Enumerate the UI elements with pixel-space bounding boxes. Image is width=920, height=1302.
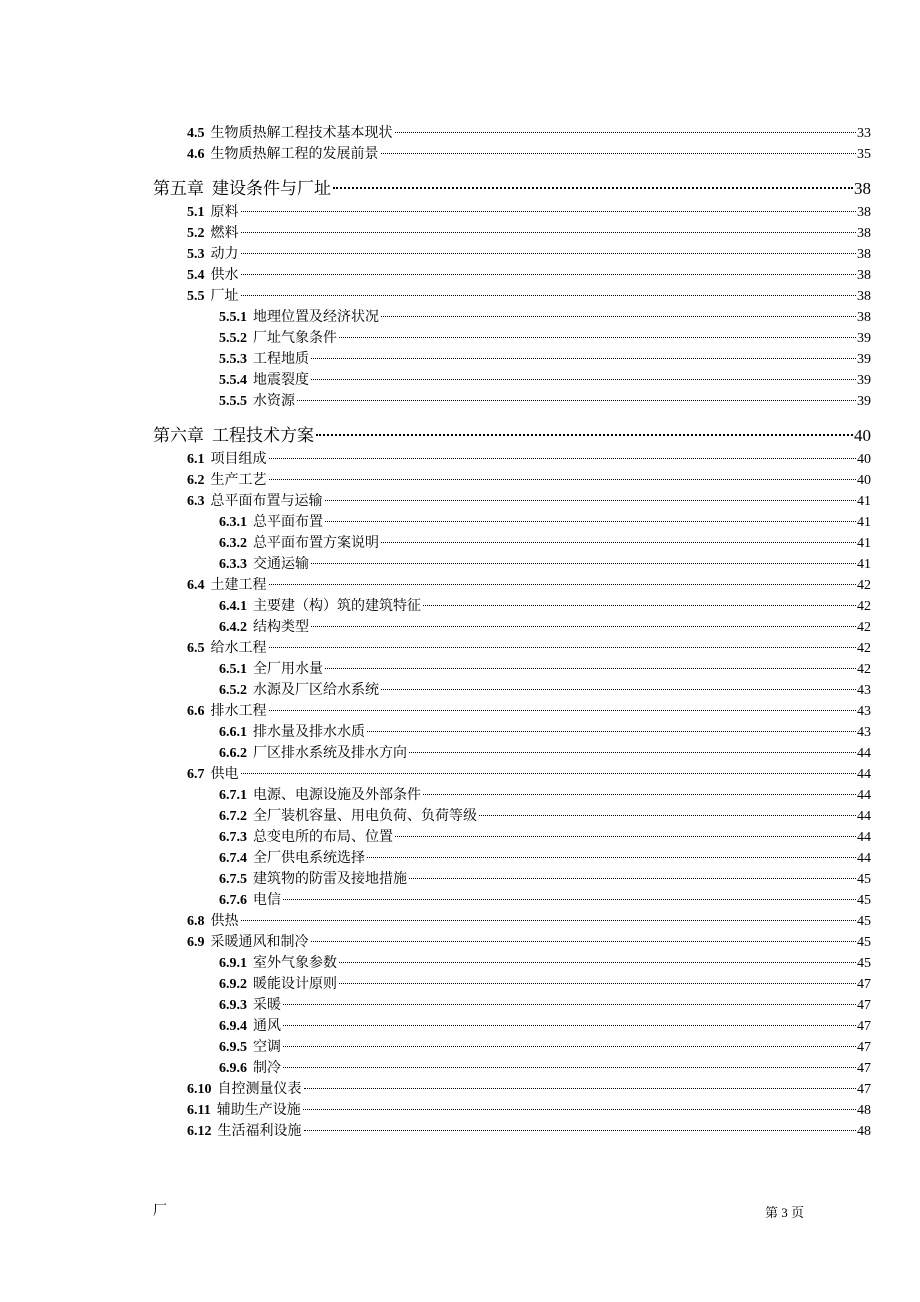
- toc-entry[interactable]: [153, 911, 871, 932]
- toc-entry-title: 水源及厂区给水系统: [253, 683, 379, 698]
- toc-entry-number: 6.2: [187, 473, 205, 488]
- toc-entry[interactable]: [153, 244, 871, 265]
- toc-entry[interactable]: [153, 764, 871, 785]
- toc-entry[interactable]: [153, 512, 871, 533]
- toc-entry-number: 4.6: [187, 147, 205, 162]
- toc-dot-leader: [423, 605, 856, 606]
- toc-entry-title: 厂址气象条件: [253, 331, 337, 346]
- toc-entry-page: 48: [857, 1103, 871, 1118]
- toc-entry-page: 47: [857, 1019, 871, 1034]
- toc-entry[interactable]: [153, 202, 871, 223]
- toc-entry[interactable]: [153, 554, 871, 575]
- toc-dot-leader: [269, 458, 857, 459]
- toc-entry-title: 辅助生产设施: [216, 1103, 301, 1118]
- toc-entry[interactable]: [153, 827, 871, 848]
- toc-entry-number: 5.5.3: [219, 352, 247, 367]
- toc-entry[interactable]: [153, 848, 871, 869]
- toc-entry-title: 全厂装机容量、用电负荷、负荷等级: [253, 809, 477, 824]
- toc-entry-number: 6.8: [187, 914, 205, 929]
- toc-dot-leader: [241, 253, 857, 254]
- toc-entry-number: 6.4.1: [219, 599, 247, 614]
- toc-entry-title: 通风: [253, 1019, 281, 1034]
- toc-entry-page: 41: [857, 536, 871, 551]
- toc-entry[interactable]: [153, 1121, 871, 1142]
- toc-entry-title: 生活福利设施: [217, 1124, 302, 1139]
- toc-entry-page: 45: [857, 935, 871, 950]
- toc-entry-number: 5.5: [187, 289, 205, 304]
- toc-entry-title: 全厂供电系统选择: [253, 851, 365, 866]
- toc-entry[interactable]: [153, 265, 871, 286]
- toc-entry-number: 第五章: [153, 179, 204, 198]
- toc-entry-page: 42: [857, 641, 871, 656]
- toc-entry[interactable]: [153, 391, 871, 412]
- toc-entry-title: 全厂用水量: [253, 662, 323, 677]
- toc-entry-number: 6.4.2: [219, 620, 247, 635]
- toc-entry-page: 38: [857, 310, 871, 325]
- toc-entry-number: 6.4: [187, 578, 205, 593]
- toc-entry[interactable]: [153, 617, 871, 638]
- toc-dot-leader: [367, 731, 856, 732]
- toc-entry[interactable]: [153, 123, 871, 144]
- toc-dot-leader: [241, 232, 857, 233]
- toc-entry[interactable]: [153, 1079, 871, 1100]
- toc-entry[interactable]: [153, 638, 871, 659]
- toc-entry[interactable]: [153, 869, 871, 890]
- toc-entry-page: 44: [857, 830, 871, 845]
- toc-dot-leader: [367, 857, 856, 858]
- toc-entry-title: 地理位置及经济状况: [253, 310, 379, 325]
- toc-entry-title: 燃料: [210, 226, 239, 241]
- toc-entry-page: 38: [857, 289, 871, 304]
- toc-dot-leader: [241, 920, 857, 921]
- toc-entry[interactable]: [153, 328, 871, 349]
- toc-entry[interactable]: [153, 1100, 871, 1121]
- toc-entry-number: 5.5.4: [219, 373, 247, 388]
- toc-entry-title: 总平面布置与运输: [210, 494, 323, 509]
- toc-chapter-entry[interactable]: [153, 422, 871, 449]
- toc-dot-leader: [283, 1046, 856, 1047]
- toc-entry-page: 44: [857, 788, 871, 803]
- toc-entry-title: 制冷: [253, 1061, 281, 1076]
- toc-entry[interactable]: [153, 349, 871, 370]
- toc-dot-leader: [283, 1067, 856, 1068]
- toc-entry-page: 42: [857, 662, 871, 677]
- toc-entry-title: 结构类型: [253, 620, 309, 635]
- toc-entry-number: 6.9: [187, 935, 205, 950]
- toc-entry[interactable]: [153, 659, 871, 680]
- toc-entry-title: 电源、电源设施及外部条件: [253, 788, 421, 803]
- toc-entry-page: 44: [857, 809, 871, 824]
- toc-entry-number: 6.11: [187, 1103, 211, 1118]
- toc-chapter-entry[interactable]: [153, 175, 871, 202]
- toc-entry-number: 6.7.5: [219, 872, 247, 887]
- toc-entry[interactable]: [153, 743, 871, 764]
- toc-entry-page: 39: [857, 373, 871, 388]
- toc-entry[interactable]: [153, 370, 871, 391]
- toc-dot-leader: [395, 836, 856, 837]
- toc-entry-page: 47: [857, 1082, 871, 1097]
- toc-entry-number: 6.7.3: [219, 830, 247, 845]
- toc-entry-title: 交通运输: [253, 557, 309, 572]
- toc-entry[interactable]: [153, 722, 871, 743]
- toc-entry-page: 43: [857, 704, 871, 719]
- toc-entry-number: 6.7.2: [219, 809, 247, 824]
- toc-entry-page: 48: [857, 1124, 871, 1139]
- toc-entry[interactable]: [153, 144, 871, 165]
- toc-entry-page: 40: [857, 473, 871, 488]
- toc-dot-leader: [381, 542, 856, 543]
- toc-entry[interactable]: [153, 470, 871, 491]
- toc-entry-page: 38: [857, 268, 871, 283]
- toc-entry[interactable]: [153, 953, 871, 974]
- toc-entry[interactable]: [153, 449, 871, 470]
- toc-entry-number: 6.3.1: [219, 515, 247, 530]
- toc-entry-title: 自控测量仪表: [217, 1082, 302, 1097]
- toc-entry-title: 电信: [253, 893, 281, 908]
- toc-entry-number: 6.9.4: [219, 1019, 247, 1034]
- toc-entry-title: 室外气象参数: [253, 956, 337, 971]
- toc-entry-page: 44: [857, 851, 871, 866]
- toc-entry-page: 38: [857, 247, 871, 262]
- toc-entry[interactable]: [153, 890, 871, 911]
- toc-entry-title: 厂区排水系统及排水方向: [253, 746, 407, 761]
- toc-entry-number: 6.9.2: [219, 977, 247, 992]
- toc-entry-title: 建筑物的防雷及接地措施: [253, 872, 407, 887]
- toc-dot-leader: [381, 316, 856, 317]
- toc-entry-number: 6.5.2: [219, 683, 247, 698]
- toc-entry-page: 41: [857, 557, 871, 572]
- toc-dot-leader: [339, 962, 856, 963]
- toc-entry-number: 6.12: [187, 1124, 212, 1139]
- toc-entry-title: 原料: [210, 205, 239, 220]
- toc-entry-number: 4.5: [187, 126, 205, 141]
- toc-entry-number: 6.7.6: [219, 893, 247, 908]
- toc-entry-page: 45: [857, 893, 871, 908]
- toc-dot-leader: [409, 878, 856, 879]
- toc-entry-page: 43: [857, 725, 871, 740]
- toc-entry-title: 总平面布置: [253, 515, 323, 530]
- toc-entry-number: 5.5.2: [219, 331, 247, 346]
- toc-dot-leader: [316, 434, 853, 436]
- toc-entry-title: 水资源: [253, 394, 295, 409]
- toc-entry-page: 33: [857, 126, 871, 141]
- toc-entry-page: 47: [857, 977, 871, 992]
- toc-entry-number: 6.9.5: [219, 1040, 247, 1055]
- toc-entry-number: 5.2: [187, 226, 205, 241]
- toc-dot-leader: [423, 794, 856, 795]
- toc-entry-number: 6.6.1: [219, 725, 247, 740]
- toc-entry-title: 暖能设计原则: [253, 977, 337, 992]
- toc-entry-title: 总变电所的布局、位置: [253, 830, 393, 845]
- toc-dot-leader: [311, 941, 857, 942]
- toc-entry-page: 47: [857, 998, 871, 1013]
- table-of-contents: [153, 123, 871, 1142]
- toc-dot-leader: [283, 1004, 856, 1005]
- toc-entry[interactable]: [153, 491, 871, 512]
- toc-dot-leader: [381, 689, 856, 690]
- toc-entry-number: 5.5.1: [219, 310, 247, 325]
- toc-entry[interactable]: [153, 596, 871, 617]
- toc-entry-number: 5.4: [187, 268, 205, 283]
- toc-entry[interactable]: [153, 286, 871, 307]
- toc-entry-title: 供水: [210, 268, 239, 283]
- toc-entry[interactable]: [153, 995, 871, 1016]
- toc-dot-leader: [241, 773, 857, 774]
- toc-entry-page: 47: [857, 1061, 871, 1076]
- toc-entry-title: 供电: [210, 767, 239, 782]
- toc-entry-number: 6.9.1: [219, 956, 247, 971]
- toc-entry[interactable]: [153, 701, 871, 722]
- toc-entry-page: 38: [857, 226, 871, 241]
- toc-entry-title: 地震裂度: [253, 373, 309, 388]
- toc-entry-title: 总平面布置方案说明: [253, 536, 379, 551]
- toc-dot-leader: [333, 187, 853, 189]
- toc-entry-number: 6.5: [187, 641, 205, 656]
- toc-entry-number: 6.5.1: [219, 662, 247, 677]
- toc-entry-title: 供热: [210, 914, 239, 929]
- toc-entry-page: 42: [857, 620, 871, 635]
- toc-entry[interactable]: [153, 1037, 871, 1058]
- toc-entry-page: 41: [857, 515, 871, 530]
- footer-left-text: 厂: [153, 1204, 167, 1219]
- toc-entry-title: 厂址: [210, 289, 239, 304]
- toc-entry-page: 44: [857, 746, 871, 761]
- page-number: 第 3 页: [765, 1205, 805, 1220]
- toc-entry[interactable]: [153, 307, 871, 328]
- toc-dot-leader: [303, 1109, 856, 1110]
- toc-entry-page: 39: [857, 352, 871, 367]
- toc-entry[interactable]: [153, 680, 871, 701]
- toc-entry-title: 工程地质: [253, 352, 309, 367]
- toc-entry-number: 6.7.1: [219, 788, 247, 803]
- toc-dot-leader: [395, 132, 857, 133]
- toc-entry-number: 6.9.6: [219, 1061, 247, 1076]
- toc-entry-title: 土建工程: [210, 578, 267, 593]
- toc-entry[interactable]: [153, 806, 871, 827]
- toc-entry-number: 5.5.5: [219, 394, 247, 409]
- toc-dot-leader: [269, 710, 857, 711]
- toc-entry-number: 6.9.3: [219, 998, 247, 1013]
- toc-entry-page: 45: [857, 872, 871, 887]
- toc-entry[interactable]: [153, 785, 871, 806]
- toc-entry-number: 6.6.2: [219, 746, 247, 761]
- toc-entry[interactable]: [153, 223, 871, 244]
- toc-entry-number: 6.7: [187, 767, 205, 782]
- toc-entry[interactable]: [153, 533, 871, 554]
- toc-entry-title: 动力: [210, 247, 239, 262]
- toc-entry-page: 38: [857, 205, 871, 220]
- toc-entry-title: 排水量及排水水质: [253, 725, 365, 740]
- toc-entry-title: 生产工艺: [210, 473, 267, 488]
- toc-entry-title: 排水工程: [210, 704, 267, 719]
- toc-dot-leader: [269, 479, 857, 480]
- toc-dot-leader: [311, 358, 856, 359]
- toc-dot-leader: [297, 400, 856, 401]
- toc-entry-page: 35: [857, 147, 871, 162]
- toc-dot-leader: [325, 500, 857, 501]
- toc-entry-title: 项目组成: [210, 452, 267, 467]
- toc-dot-leader: [311, 626, 856, 627]
- toc-entry-number: 6.6: [187, 704, 205, 719]
- toc-entry-title: 工程技术方案: [212, 426, 314, 445]
- toc-dot-leader: [241, 211, 857, 212]
- toc-entry-page: 40: [857, 452, 871, 467]
- toc-dot-leader: [283, 899, 856, 900]
- toc-entry-page: 39: [857, 331, 871, 346]
- toc-entry-title: 采暖: [253, 998, 281, 1013]
- toc-entry-title: 空调: [253, 1040, 281, 1055]
- toc-entry-page: 39: [857, 394, 871, 409]
- toc-entry-number: 6.3: [187, 494, 205, 509]
- toc-entry[interactable]: [153, 974, 871, 995]
- toc-dot-leader: [241, 295, 857, 296]
- toc-entry-page: 38: [854, 179, 871, 198]
- toc-entry[interactable]: [153, 932, 871, 953]
- toc-entry-title: 生物质热解工程的发展前景: [210, 147, 379, 162]
- toc-entry-title: 生物质热解工程技术基本现状: [210, 126, 393, 141]
- toc-entry-page: 40: [854, 426, 871, 445]
- toc-entry-title: 主要建（构）筑的建筑特征: [253, 599, 421, 614]
- toc-entry-page: 41: [857, 494, 871, 509]
- toc-dot-leader: [311, 563, 856, 564]
- toc-entry-page: 45: [857, 956, 871, 971]
- toc-entry[interactable]: [153, 1058, 871, 1079]
- toc-dot-leader: [339, 983, 856, 984]
- toc-entry-number: 6.10: [187, 1082, 212, 1097]
- toc-entry-page: 42: [857, 599, 871, 614]
- toc-dot-leader: [283, 1025, 856, 1026]
- toc-dot-leader: [269, 647, 857, 648]
- toc-dot-leader: [325, 521, 856, 522]
- toc-dot-leader: [479, 815, 856, 816]
- toc-entry-title: 给水工程: [210, 641, 267, 656]
- toc-entry-page: 43: [857, 683, 871, 698]
- toc-dot-leader: [311, 379, 856, 380]
- toc-entry-number: 第六章: [153, 426, 204, 445]
- toc-entry-number: 6.3.3: [219, 557, 247, 572]
- toc-dot-leader: [409, 752, 856, 753]
- toc-entry-title: 建设条件与厂址: [212, 179, 331, 198]
- toc-dot-leader: [241, 274, 857, 275]
- toc-entry-number: 5.1: [187, 205, 205, 220]
- toc-dot-leader: [339, 337, 856, 338]
- toc-dot-leader: [304, 1130, 857, 1131]
- toc-entry-page: 45: [857, 914, 871, 929]
- toc-dot-leader: [325, 668, 856, 669]
- toc-entry-page: 44: [857, 767, 871, 782]
- toc-entry-number: 6.7.4: [219, 851, 247, 866]
- toc-dot-leader: [304, 1088, 857, 1089]
- toc-entry[interactable]: [153, 575, 871, 596]
- toc-entry-number: 6.1: [187, 452, 205, 467]
- toc-dot-leader: [269, 584, 857, 585]
- toc-dot-leader: [381, 153, 857, 154]
- toc-entry-number: 5.3: [187, 247, 205, 262]
- toc-entry-number: 6.3.2: [219, 536, 247, 551]
- toc-entry[interactable]: [153, 1016, 871, 1037]
- toc-entry-page: 42: [857, 578, 871, 593]
- toc-entry-page: 47: [857, 1040, 871, 1055]
- toc-entry-title: 采暖通风和制冷: [210, 935, 309, 950]
